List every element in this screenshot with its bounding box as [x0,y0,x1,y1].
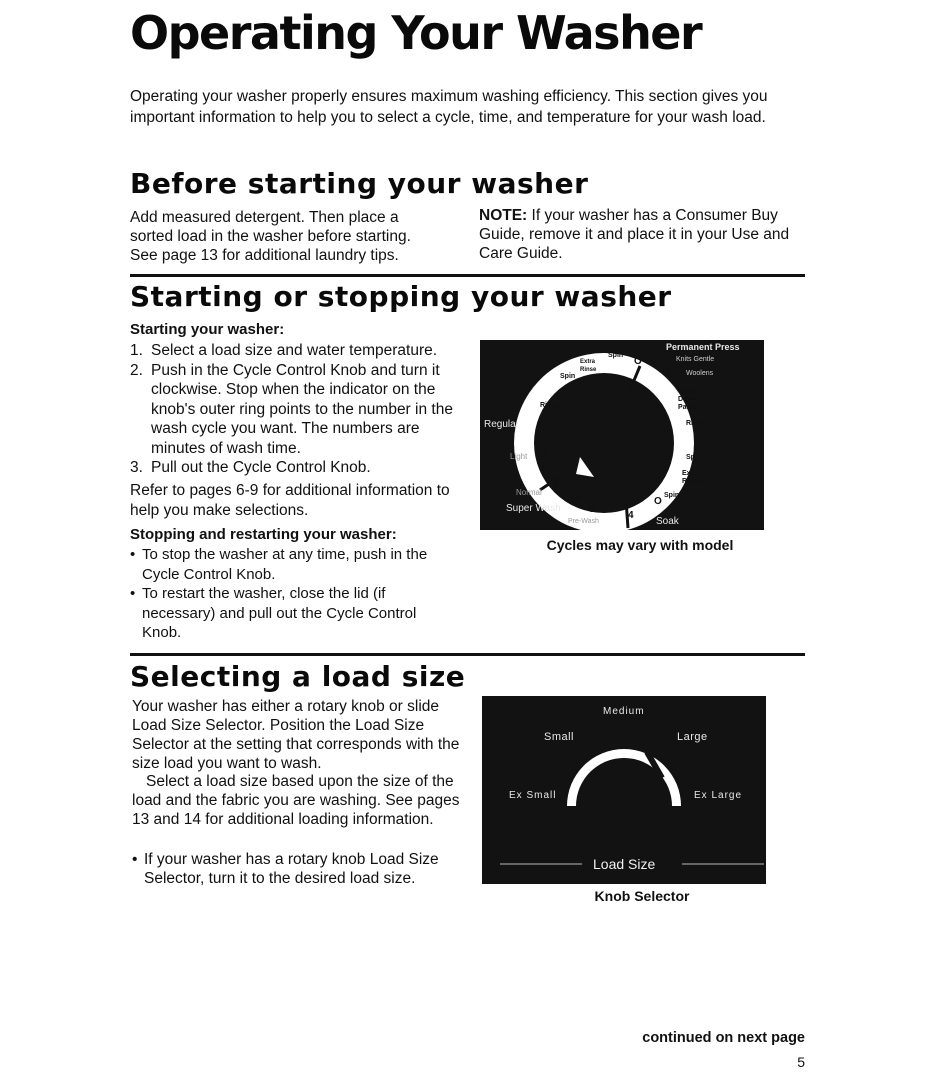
label-large: Large [677,731,708,743]
dial-caption: Cycles may vary with model [546,537,734,553]
dial-number: 4 [628,510,634,521]
label-woolens: Woolens [686,370,714,377]
label-cool-down-pause: Cool Down Pause [678,388,699,411]
continued-note: continued on next page [642,1030,805,1046]
steps-list [130,341,455,478]
intro-paragraph: Operating your washer properly ensures maximum washing efficiency. This section gives you important information to help you to select a cycle, time, and temperature for your wash load. [130,88,768,126]
dial-number: 6 [543,450,549,461]
dial-number: 12 [646,358,654,365]
label-rinse-right: Rinse [686,420,706,427]
dial-number: O [634,356,642,367]
label-spin-right: Spin [686,454,702,461]
note-label: NOTE: [479,207,528,224]
dial-number: 14 [554,480,566,491]
divider [130,653,805,656]
label-rinse-left: Rinse [540,402,560,409]
before-heading: Before starting your washer [130,167,589,200]
dial-number: 18 [570,493,582,504]
refer-text: Refer to pages 6-9 for additional information to help you make selections. [130,482,450,519]
label-super-wash: Super Wash [506,503,561,514]
label-extra-rinse-top: Extra Rinse [580,359,597,373]
dial-number: 6 [666,368,672,379]
load-heading: Selecting a load size [130,660,466,693]
dial-center [534,373,674,513]
dial-number: 4 [672,372,678,383]
label-spin-left: Spin [560,373,576,380]
list-item: • If your washer has a rotary knob Load Size Selector, turn it to the desired load size. [132,851,439,887]
dial-number: O [654,496,662,507]
dial-number: O [588,504,596,515]
knob-selector-figure [482,696,766,884]
list-item: • To restart the washer, close the lid (if necessary) and pull out the Cycle Control Knob. [130,585,417,641]
label-extra-rinse-right: Extra Rinse [682,470,702,485]
label-normal: Normal [516,488,542,497]
list-item: 2. Push in the Cycle Control Knob and turn it clockwise. Stop when the indicator on the knob's outer ring points to the number in the wash cycle you want. The numbers are minutes of wash time. [130,361,453,457]
dial-number: 10 [540,465,552,476]
starting-subheading: Starting your washer: [130,321,285,338]
label-light: Light [510,452,528,461]
load-paragraph-2: Select a load size based upon the size of the load and the fabric you are washing. See pages 13 and 14 for additional loading information. [132,773,460,828]
page-title: Operating Your Washer [130,6,702,60]
label-regular: Regular [484,419,520,430]
before-note [479,206,804,263]
load-bullets [132,850,442,888]
label-ex-small: Ex Small [509,790,557,801]
cycle-dial-figure [480,340,764,530]
page-number: 5 [797,1054,805,1070]
label-load-size: Load Size [593,856,656,872]
label-medium: Medium [603,706,645,717]
stop-bullets [130,545,455,643]
label-knits-gentle: Knits Gentle [676,356,715,363]
knob-caption: Knob Selector [594,888,690,904]
divider [130,274,805,277]
stopping-subheading: Stopping and restarting your washer: [130,526,397,543]
load-paragraph-1: Your washer has either a rotary knob or slide Load Size Selector. Position the Load Size Selector at the setting that corresponds with the size load you want to wash. [132,698,460,772]
label-soak: Soak [656,516,679,527]
label-spin-bottom: Spin [664,492,680,499]
dial-graphic [480,340,764,530]
label-pre-wash: Pre-Wash [568,518,599,525]
list-item: 3. Pull out the Cycle Control Knob. [130,459,371,476]
note-text: If your washer has a Consumer Buy Guide, remove it and place it in your Use and Care Guide. [479,207,790,262]
label-permanent-press: Permanent Press [666,342,740,352]
list-item: 1. Select a load size and water temperature. [130,342,438,359]
starting-heading: Starting or stopping your washer [130,280,672,313]
list-item: • To stop the washer at any time, push in the Cycle Control Knob. [130,546,428,583]
dial-number: 8 [660,364,666,375]
label-small: Small [544,731,575,743]
label-spin-top: Spin [608,352,624,359]
label-ex-large: Ex Large [694,790,743,801]
before-left-text: Add measured detergent. Then place a sorted load in the washer before starting. See page 13 for additional laundry tips. [130,209,411,264]
